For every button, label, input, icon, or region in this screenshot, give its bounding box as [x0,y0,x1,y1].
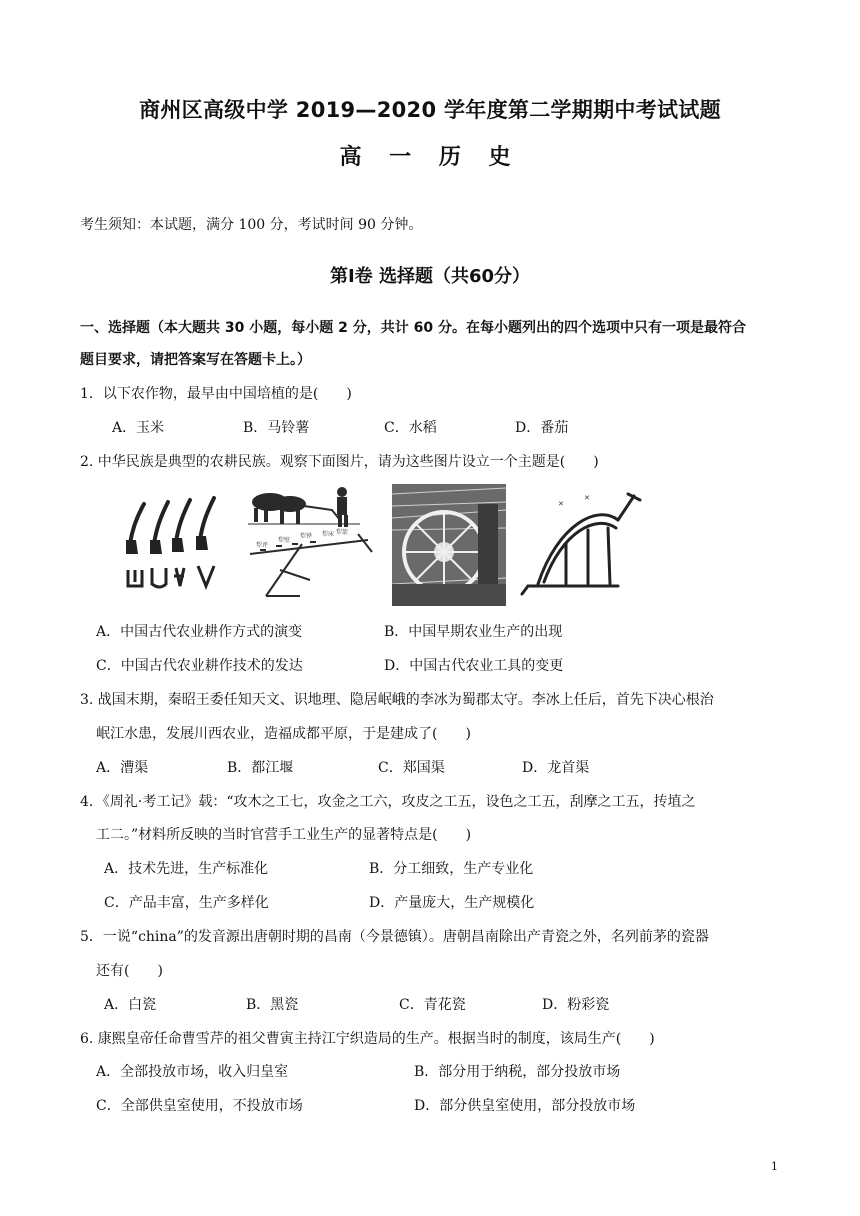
question-5-stem-line-2: 还有( ) [96,963,163,979]
question-6-option-c: C．全部供皇室使用，不投放市场 [96,1098,303,1114]
curved-plow-picture [518,484,644,606]
question-2-stem: 2. 中华民族是典型的农耕民族。观察下面图片，请为这些图片设立一个主题是( ) [80,454,599,470]
question-1-option-d: D．番茄 [515,420,569,436]
question-5-stem-line-1: 5．一说“china”的发音源出唐朝时期的昌南（今景德镇）。唐朝昌南除出产青瓷之外，名列前茅的瓷器 [80,929,709,945]
section-title: 第Ⅰ卷 选择题（共60分） [329,266,530,287]
question-3-option-c: C．郑国渠 [378,760,445,776]
farming-tools-picture [122,484,226,606]
question-6-stem: 6. 康熙皇帝任命曹雪芹的祖父曹寅主持江宁织造局的生产。根据当时的制度，该局生产( ) [80,1031,655,1047]
question-1-option-c: C．水稻 [384,420,437,436]
question-2-option-b: B．中国早期农业生产的出现 [384,624,563,640]
section-instructions-line-2: 题目要求，请把答案写在答题卡上。） [80,352,311,368]
question-4-stem-line-2: 工二。”材料所反映的当时官营手工业生产的显著特点是( ) [96,827,472,843]
plow-label-4: 犁床 [322,531,335,538]
question-6-option-a: A．全部投放市场，收入归皇室 [96,1064,289,1080]
question-4-option-d: D．产量庞大，生产规模化 [369,895,535,911]
question-2-option-d: D．中国古代农业工具的变更 [384,658,564,674]
question-1-stem: 1．以下农作物，最早由中国培植的是( ) [80,386,352,402]
svg-text:✕: ✕ [558,500,564,508]
question-4-option-a: A．技术先进，生产标准化 [104,861,269,877]
section-instructions-line-1: 一、选择题（本大题共 30 小题，每小题 2 分，共计 60 分。在每小题列出的四个选项中只有一项是最符合 [80,320,746,336]
question-6-option-b: B．部分用于纳税，部分投放市场 [414,1064,621,1080]
question-5-option-a: A．白瓷 [104,997,157,1013]
question-3-option-d: D．龙首渠 [522,760,590,776]
page-number: 1 [771,1160,778,1173]
question-3-stem-line-2: 岷江水患，发展川西农业，造福成都平原，于是建成了( ) [96,726,471,742]
plow-label-1: 犁评 [256,542,269,549]
question-1-option-a: A．玉米 [112,420,165,436]
question-3-option-b: B．都江堰 [227,760,294,776]
plow-label-5: 犁箭 [336,529,349,536]
question-5-option-d: D．粉彩瓷 [542,997,610,1013]
question-3-option-a: A．漕渠 [96,760,149,776]
plow-label-2: 犁壁 [278,537,291,544]
question-4-option-b: B．分工细致，生产专业化 [369,861,534,877]
question-1-option-b: B．马铃薯 [243,420,310,436]
question-6-option-d: D．部分供皇室使用，部分投放市场 [414,1098,636,1114]
question-4-option-c: C．产品丰富，生产多样化 [104,895,269,911]
question-3-stem-line-1: 3. 战国末期，秦昭王委任知天文、识地理、隐居岷峨的李冰为蜀郡太守。李冰上任后，首先下决心根治 [80,692,714,708]
question-2-option-a: A．中国古代农业耕作方式的演变 [96,624,303,640]
exam-subject: 高 一 历 史 [339,145,521,170]
exam-title: 商州区高级中学 2019—2020 学年度第二学期期中考试试题 [139,98,721,122]
candidate-notice: 考生须知：本试题，满分 100 分，考试时间 90 分钟。 [80,217,423,233]
plow-label-3: 犁铧 [300,533,313,540]
ox-plowing-picture [240,484,376,606]
water-wheel-picture [392,484,506,606]
question-2-option-c: C．中国古代农业耕作技术的发达 [96,658,303,674]
svg-text:✕: ✕ [584,494,590,502]
question-5-option-c: C．青花瓷 [399,997,466,1013]
question-5-option-b: B．黑瓷 [246,997,299,1013]
question-4-stem-line-1: 4．《周礼·考工记》载：“攻木之工七，攻金之工六，攻皮之工五，设色之工五，刮摩之工五，抟埴之 [80,794,696,810]
